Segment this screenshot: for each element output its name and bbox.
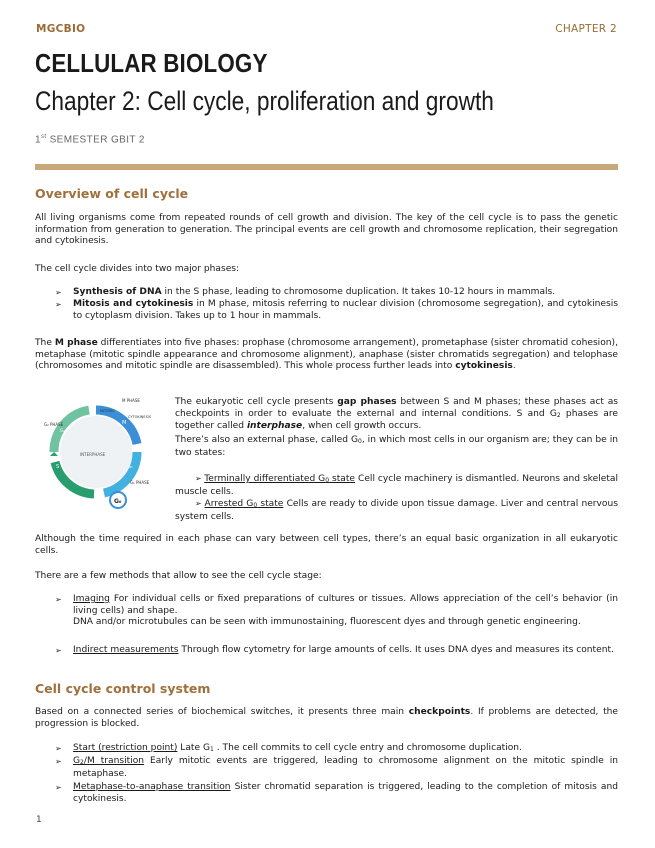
semester-label <box>35 134 145 145</box>
bullet-text: Late G <box>177 743 211 753</box>
paragraph-m-phase <box>35 338 618 373</box>
arrow-bullet-icon: ➢ <box>195 499 205 508</box>
g2-phase-label: G₂ PHASE <box>44 422 64 427</box>
list-item <box>55 287 618 299</box>
term-underlined: Start (restriction point) <box>73 743 178 753</box>
m-label: M <box>122 420 127 426</box>
text-bold: cytokinesis <box>455 361 513 372</box>
bullet-text: DNA and/or microtubules can be seen with immunostaining, fluorescent dyes and through genetic engineering. <box>73 617 581 628</box>
bullet-text: . The cell commits to cell cycle entry and chromosome duplication. <box>213 743 522 753</box>
paragraph-gap-phases <box>175 397 618 433</box>
text-subscript: 2 <box>80 759 84 766</box>
s-label: S <box>56 464 60 470</box>
text-run: Arrested G <box>204 499 254 509</box>
list-item <box>55 645 618 657</box>
text-run: , when cell growth occurs. <box>302 421 422 432</box>
list-item <box>55 782 618 805</box>
text-subscript: 0 <box>325 477 330 484</box>
paragraph-phases: The cell cycle divides into two major phases: <box>35 264 240 274</box>
list-item <box>55 743 618 756</box>
term-underlined <box>204 474 355 484</box>
text-run: . If problems are detected, the progression is blocked. <box>35 707 618 729</box>
arrow-bullet-icon: ➢ <box>55 783 62 792</box>
text-subscript: 0 <box>253 502 258 509</box>
text-run: The eukaryotic cell cycle presents <box>175 397 338 407</box>
semester-sup: st <box>40 134 47 140</box>
text-run: between S and M phases; these phases act as checkpoints in order to evaluate the external and internal conditions. S and G <box>175 397 619 419</box>
paragraph-g0 <box>175 435 618 459</box>
text-subscript: 2 <box>556 411 561 419</box>
text-run: phases are together called <box>175 408 618 432</box>
list-item <box>55 299 618 322</box>
arrow-bullet-icon: ➢ <box>55 288 62 297</box>
text-bold: M phase <box>54 338 98 348</box>
text-run: state <box>329 474 356 484</box>
arrow-bullet-icon: ➢ <box>55 757 62 766</box>
list-item <box>175 473 618 498</box>
semester-ord: 1 <box>35 134 41 146</box>
text-run: , in which most cells in our organism are; they can be in two states: <box>175 435 618 458</box>
text-run: /M transition <box>83 756 145 766</box>
list-item <box>175 498 618 523</box>
text-bold: checkpoints <box>408 707 471 717</box>
cytokinesis-label: CYTOKINESIS <box>128 415 152 419</box>
arrow-bullet-icon: ➢ <box>55 744 62 753</box>
arrow-bullet-icon: ➢ <box>195 474 205 483</box>
text-run: Terminally differentiated G <box>204 474 326 484</box>
bullet-text: Cell cycle machinery is dismantled. Neurons and skeletal muscle cells. <box>175 474 618 497</box>
bullet-text: Through flow cytometry for large amounts of cells. It uses DNA dyes and measures its content. <box>178 645 614 655</box>
paragraph-methods: There are a few methods that allow to see the cell cycle stage: <box>35 571 322 581</box>
text-run: differentiates into five phases: prophase (chromosome arrangement), prometaphase (sister chromatid cohesion), metaphase (mitotic spindle appearance and chromosome alignment), anaphase (sister chromatids segregation) and telophase (chromosomes and mitotic spindle are disassembled). This whole process further leads into <box>35 338 618 372</box>
bullet-text: in the S phase, leading to chromosome duplication. It takes 10-12 hours in mammals. <box>161 287 556 297</box>
term-underlined: Indirect measurements <box>73 645 179 655</box>
semester-rest: SEMESTER GBIT 2 <box>46 134 145 146</box>
text-bold-italic: interphase <box>246 421 303 432</box>
term-underlined <box>73 756 144 766</box>
text-run: G <box>73 756 81 766</box>
bullet-text: in M phase, mitosis referring to nuclear division (chromosome segregation), and cytokinesis to cytoplasm division. Takes up to 1 hour in mammals. <box>73 299 618 321</box>
bullet-text: Early mitotic events are triggered, leading to chromosome alignment on the mitotic spindle in metaphase. <box>73 756 619 779</box>
cycle-arrow-icon <box>50 452 58 456</box>
text-run: The <box>35 338 55 348</box>
term-underlined: Metaphase-to-anaphase transition <box>73 782 231 792</box>
g1-phase-label: G₁ PHASE <box>130 480 150 485</box>
header-right: CHAPTER 2 <box>555 23 617 35</box>
bullet-text: Sister chromatid separation is triggered, leading to the completion of mitosis and cytokinesis. <box>73 782 618 804</box>
g1-small-label: G₁ <box>128 464 133 469</box>
term-underlined: Imaging <box>73 594 110 604</box>
cell-cycle-diagram <box>34 392 164 522</box>
g0-label: G₀ <box>114 498 122 505</box>
arrow-bullet-icon: ➢ <box>55 646 62 655</box>
m-phase-label: M PHASE <box>122 398 140 403</box>
section-heading-overview: Overview of cell cycle <box>35 186 189 201</box>
paragraph-time: Although the time required in each phase can vary between cell types, there’s an equal basic organization in all eukaryotic cells. <box>35 534 618 556</box>
bullet-text: Cells are ready to divide upon tissue damage. Liver and central nervous system cells. <box>175 499 618 522</box>
text-subscript: 0 <box>358 438 362 445</box>
text-run: state <box>257 499 284 509</box>
paragraph-control <box>35 707 618 730</box>
paragraph-intro: All living organisms come from repeated rounds of cell growth and division. The key of the cell cycle is to pass the genetic information from generation to generation. The principal events are cell growth and chromosome replication, their segregation and cytokinesis. <box>35 213 618 247</box>
list-item <box>55 594 618 629</box>
arrow-bullet-icon: ➢ <box>55 300 62 309</box>
text-run: Based on a connected series of biochemical switches, it presents three main <box>35 707 409 717</box>
interphase-label: INTERPHASE <box>80 452 106 457</box>
bullet-bold: Synthesis of DNA <box>73 287 162 297</box>
page-number: 1 <box>36 815 42 825</box>
text-bold: gap phases <box>337 397 397 407</box>
text-run: . <box>512 361 516 372</box>
section-heading-control: Cell cycle control system <box>35 681 211 696</box>
list-item <box>55 756 619 780</box>
bullet-bold: Mitosis and cytokinesis <box>73 299 194 309</box>
bullet-text: For individual cells or fixed preparations of cultures or tissues. Allows appreciation of the cell’s behavior (in living cells) and shape. <box>73 594 618 616</box>
mitosis-label: MITOSIS <box>100 409 115 413</box>
text-subscript: 1 <box>210 746 214 753</box>
page-subtitle: Chapter 2: Cell cycle, proliferation and growth <box>35 86 494 116</box>
term-underlined <box>205 499 284 509</box>
title-divider <box>35 164 618 170</box>
arrow-bullet-icon: ➢ <box>55 595 62 604</box>
header-left: MGCBIO <box>36 23 86 35</box>
text-run: There’s also an external phase, called G <box>175 435 358 445</box>
page-title: CELLULAR BIOLOGY <box>35 48 268 78</box>
g2-small-label: G₂ <box>60 428 65 433</box>
